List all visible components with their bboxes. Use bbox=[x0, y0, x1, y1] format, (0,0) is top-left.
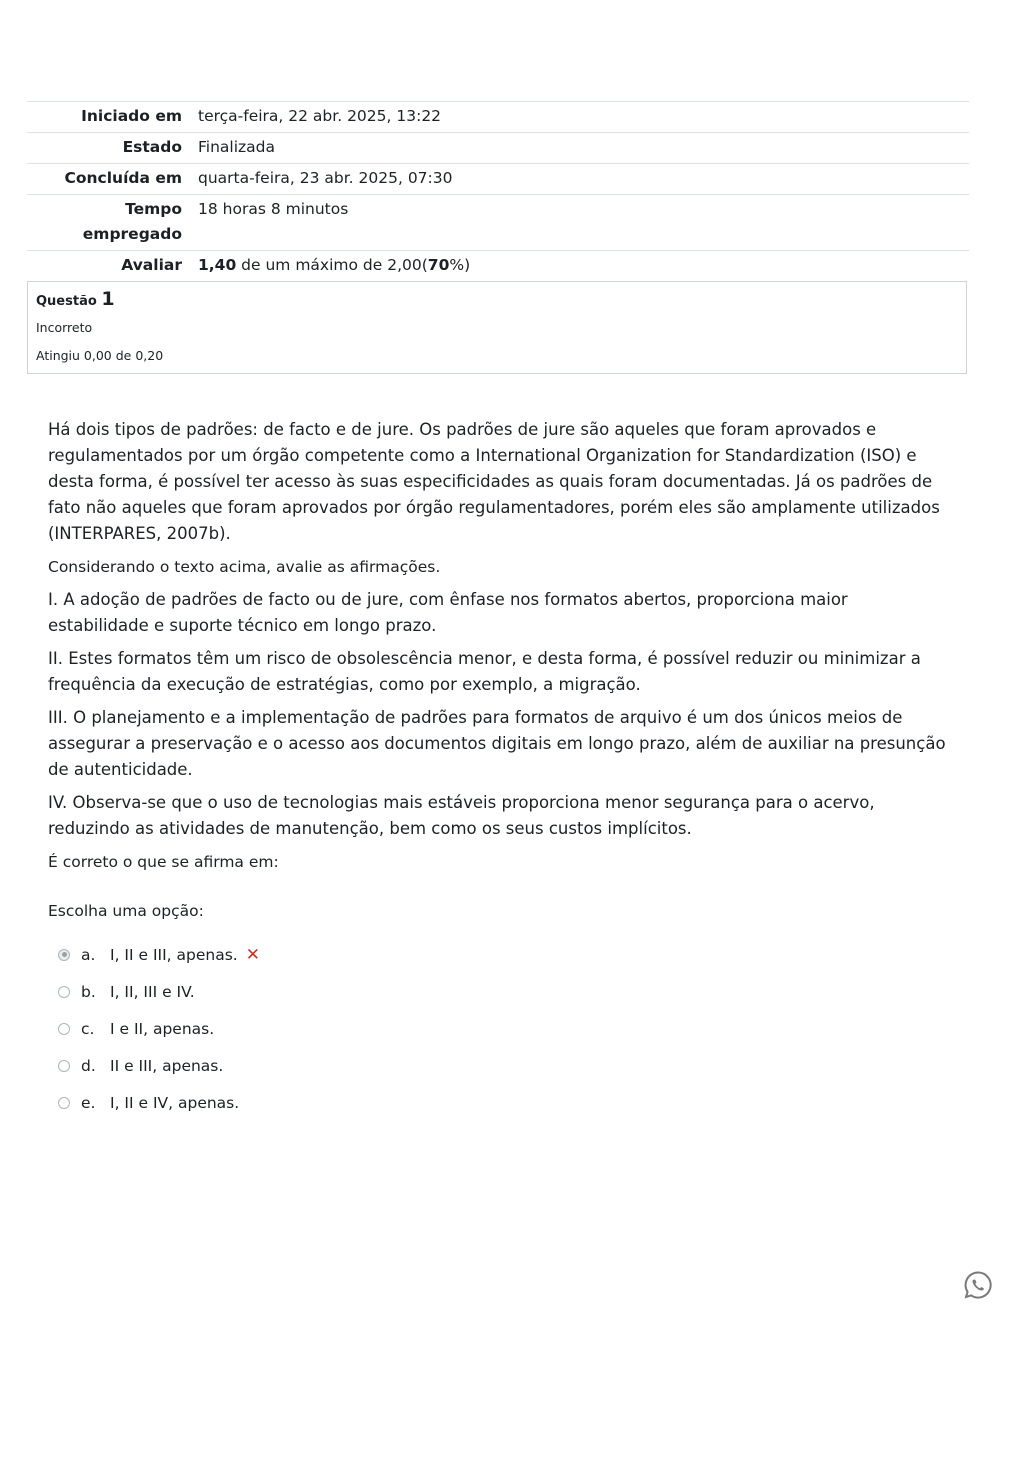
grade-percent: 70 bbox=[427, 256, 450, 274]
question-paragraph: I. A adoção de padrões de facto ou de jure, com ênfase nos formatos abertos, proporciona maior estabilidade e suporte técnico em longo prazo. bbox=[48, 590, 848, 635]
summary-row-state bbox=[27, 133, 969, 164]
option-text: I, II e III, apenas. bbox=[110, 945, 238, 964]
answer-option-d[interactable] bbox=[58, 1047, 260, 1084]
answer-option-a[interactable] bbox=[58, 936, 260, 973]
radio-icon[interactable] bbox=[58, 986, 70, 998]
quiz-summary-table bbox=[27, 101, 969, 281]
answer-option-c[interactable] bbox=[58, 1010, 260, 1047]
summary-row-time-taken bbox=[27, 195, 969, 251]
summary-label: Estado bbox=[122, 138, 182, 156]
question-number-value: 1 bbox=[101, 288, 115, 310]
whatsapp-icon[interactable] bbox=[963, 1270, 993, 1300]
summary-label: Tempo empregado bbox=[82, 200, 182, 243]
question-paragraph: III. O planejamento e a implementação de padrões para formatos de arquivo é um dos únicos meios de assegurar a preservação e o acesso aos documentos digitais em longo prazo, além de auxiliar na presunção de autenticidade. bbox=[48, 708, 946, 779]
answer-option-e[interactable] bbox=[58, 1084, 260, 1121]
question-number bbox=[36, 288, 958, 310]
summary-grade-value bbox=[198, 251, 969, 282]
incorrect-icon: ✕ bbox=[245, 944, 260, 965]
option-letter: d. bbox=[81, 1056, 96, 1075]
radio-icon[interactable] bbox=[58, 1060, 70, 1072]
grade-text: de um máximo de 2,00( bbox=[236, 256, 428, 274]
summary-value: Finalizada bbox=[198, 138, 276, 156]
option-letter: e. bbox=[81, 1093, 96, 1112]
summary-value: 18 horas 8 minutos bbox=[198, 200, 349, 218]
summary-label: Iniciado em bbox=[81, 107, 182, 125]
question-grade: Atingiu 0,00 de 0,20 bbox=[36, 348, 164, 363]
question-info-box bbox=[27, 281, 967, 374]
question-text bbox=[48, 417, 953, 882]
grade-score: 1,40 bbox=[198, 256, 237, 274]
question-prefix: Questão bbox=[36, 294, 97, 309]
answer-prompt: Escolha uma opção: bbox=[48, 902, 204, 920]
question-paragraph: IV. Observa-se que o uso de tecnologias mais estáveis proporciona menor segurança para o acervo, reduzindo as atividades de manutenção, bem como os seus custos implícitos. bbox=[48, 793, 875, 838]
summary-value: quarta-feira, 23 abr. 2025, 07:30 bbox=[198, 169, 453, 187]
summary-row-grade bbox=[27, 251, 969, 282]
question-paragraph: Considerando o texto acima, avalie as afirmações. bbox=[48, 558, 441, 576]
question-paragraph: II. Estes formatos têm um risco de obsolescência menor, e desta forma, é possível reduzir ou minimizar a frequência da execução de estratégias, como por exemplo, a migração. bbox=[48, 649, 921, 694]
grade-text-end: %) bbox=[449, 256, 471, 274]
option-text: I e II, apenas. bbox=[110, 1019, 215, 1038]
option-letter: a. bbox=[81, 945, 96, 964]
question-paragraph: É correto o que se afirma em: bbox=[48, 853, 279, 871]
summary-row-started bbox=[27, 102, 969, 133]
option-text: II e III, apenas. bbox=[110, 1056, 224, 1075]
option-letter: c. bbox=[81, 1019, 95, 1038]
summary-row-completed bbox=[27, 164, 969, 195]
option-text: I, II, III e IV. bbox=[110, 982, 195, 1001]
answer-options bbox=[58, 936, 260, 1121]
question-state: Incorreto bbox=[36, 320, 93, 335]
answer-option-b[interactable] bbox=[58, 973, 260, 1010]
summary-value: terça-feira, 22 abr. 2025, 13:22 bbox=[198, 107, 442, 125]
option-text: I, II e IV, apenas. bbox=[110, 1093, 240, 1112]
summary-label: Avaliar bbox=[121, 256, 182, 274]
radio-icon[interactable] bbox=[58, 1097, 70, 1109]
summary-label: Concluída em bbox=[64, 169, 182, 187]
radio-selected-icon[interactable] bbox=[58, 949, 70, 961]
option-letter: b. bbox=[81, 982, 96, 1001]
radio-icon[interactable] bbox=[58, 1023, 70, 1035]
question-paragraph: Há dois tipos de padrões: de facto e de jure. Os padrões de jure são aqueles que foram aprovados e regulamentados por um órgão competente como a International Organization for Standardization (ISO) e desta forma, é possível ter acesso às suas especificidades as quais foram documentadas. Já os padrões de fato não aqueles que foram aprovados por órgão regulamentadores, porém eles são amplamente utilizados (INTERPARES, 2007b). bbox=[48, 420, 940, 543]
